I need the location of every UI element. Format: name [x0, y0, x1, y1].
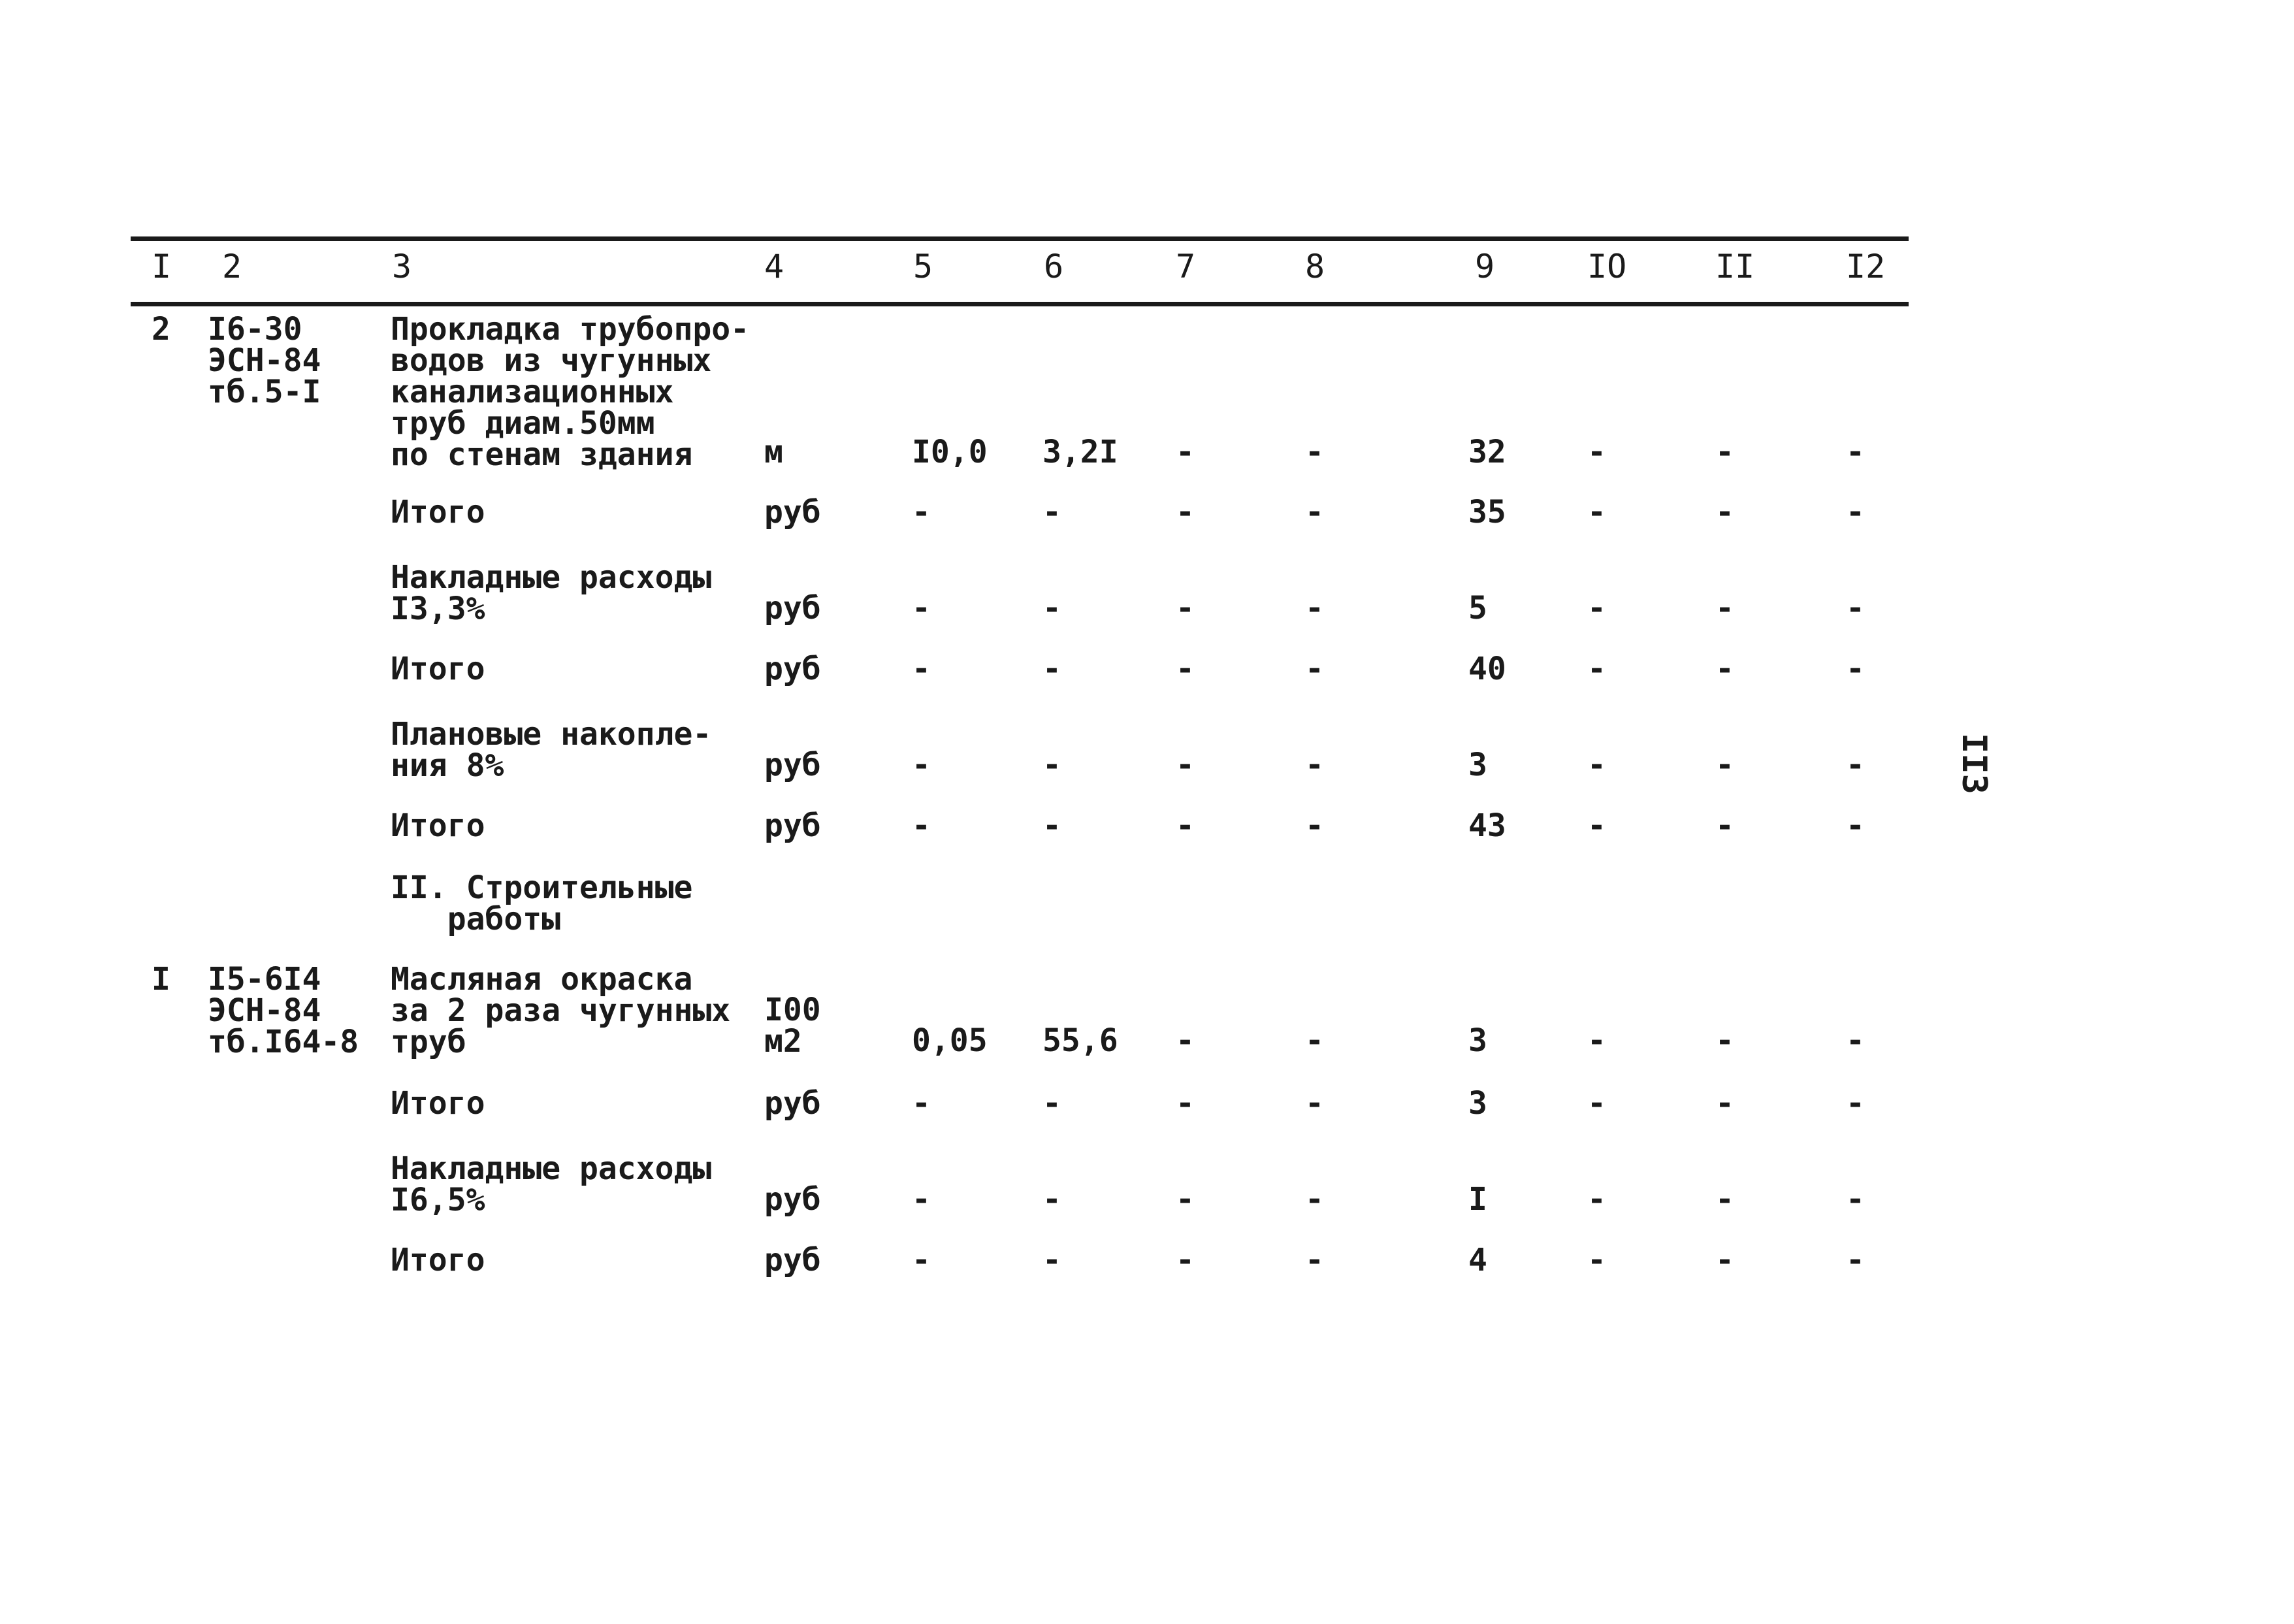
cell-c8: - — [1305, 1085, 1324, 1122]
cell-c6: - — [1042, 1181, 1061, 1218]
cell-c10: - — [1587, 807, 1606, 844]
cell-c5: - — [912, 1242, 931, 1278]
cell-c4: руб — [764, 494, 821, 530]
cell-c8: - — [1305, 494, 1324, 530]
cell-c12: - — [1846, 651, 1865, 687]
cell-c10: - — [1587, 434, 1606, 470]
header-col-5: 5 — [913, 248, 933, 285]
cell-c5: - — [912, 651, 931, 687]
cell-c7: - — [1176, 1085, 1195, 1122]
cell-c5: - — [912, 807, 931, 844]
cell-c10: - — [1587, 1022, 1606, 1059]
cell-c7: - — [1176, 807, 1195, 844]
table-header-rule — [131, 302, 1909, 306]
table-top-rule — [131, 236, 1909, 241]
cell-c9: 4 — [1468, 1242, 1487, 1278]
cell-c7: - — [1176, 651, 1195, 687]
cell-c7: - — [1176, 590, 1195, 626]
cell-c12: - — [1846, 494, 1865, 530]
cell-c3: Плановые накопле- ния 8% — [391, 716, 712, 784]
cell-c7: - — [1176, 494, 1195, 530]
cell-c7: - — [1176, 434, 1195, 470]
cell-c8: - — [1305, 747, 1324, 783]
cell-c4: руб — [764, 747, 821, 783]
cell-c5: - — [912, 590, 931, 626]
cell-c9: 3 — [1468, 1022, 1487, 1059]
cell-c4: руб — [764, 807, 821, 844]
cell-c5: - — [912, 747, 931, 783]
cell-c3: Итого — [391, 494, 485, 530]
cell-c12: - — [1846, 1085, 1865, 1122]
cell-c11: - — [1715, 590, 1734, 626]
cell-c10: - — [1587, 494, 1606, 530]
cell-c10: - — [1587, 1242, 1606, 1278]
cell-c7: - — [1176, 1022, 1195, 1059]
cell-c11: - — [1715, 494, 1734, 530]
cell-c1: I — [152, 961, 170, 998]
cell-c3: Накладные расходы I6,5% — [391, 1150, 712, 1218]
cell-c11: - — [1715, 1181, 1734, 1218]
cell-c12: - — [1846, 1181, 1865, 1218]
cell-c5: - — [912, 1181, 931, 1218]
cell-c4: руб — [764, 590, 821, 626]
header-col-8: 8 — [1305, 248, 1325, 285]
cell-c6: - — [1042, 494, 1061, 530]
cell-c11: - — [1715, 651, 1734, 687]
cell-c8: - — [1305, 1181, 1324, 1218]
cell-c9: 3 — [1468, 747, 1487, 783]
cell-c6: 55,6 — [1042, 1022, 1118, 1059]
cell-c6: - — [1042, 590, 1061, 626]
cell-c3: Итого — [391, 1085, 485, 1122]
cell-c8: - — [1305, 1242, 1324, 1278]
cell-c4: руб — [764, 1242, 821, 1278]
header-col-7: 7 — [1176, 248, 1196, 285]
cell-c4: руб — [764, 1181, 821, 1218]
cell-c8: - — [1305, 590, 1324, 626]
cell-c8: - — [1305, 1022, 1324, 1059]
cell-c4: м — [764, 434, 783, 470]
cell-c12: - — [1846, 590, 1865, 626]
cell-c10: - — [1587, 590, 1606, 626]
cell-c3: Итого — [391, 807, 485, 844]
header-col-12: I2 — [1846, 248, 1886, 285]
cell-c12: - — [1846, 1022, 1865, 1059]
cell-c3: Масляная окраска за 2 раза чугунных труб — [391, 961, 731, 1060]
page-number: II3 — [1954, 733, 1994, 794]
cell-c4: руб — [764, 651, 821, 687]
cell-c9: 43 — [1468, 807, 1506, 844]
header-col-11: II — [1715, 248, 1755, 285]
cell-c10: - — [1587, 651, 1606, 687]
cell-c12: - — [1846, 807, 1865, 844]
cell-c6: - — [1042, 1085, 1061, 1122]
cell-c9: 40 — [1468, 651, 1506, 687]
cell-c8: - — [1305, 651, 1324, 687]
cell-c6: - — [1042, 807, 1061, 844]
cell-c9: 3 — [1468, 1085, 1487, 1122]
cell-c10: - — [1587, 1181, 1606, 1218]
header-col-6: 6 — [1044, 248, 1064, 285]
cell-c2: I6-30 ЭСН-84 тб.5-I — [208, 311, 321, 410]
cell-c7: - — [1176, 1181, 1195, 1218]
cell-c12: - — [1846, 434, 1865, 470]
cell-c9: 32 — [1468, 434, 1506, 470]
cell-c3: Прокладка трубопро- водов из чугунных канализационных труб диам.50мм по стенам здания — [391, 311, 750, 473]
cell-c6: 3,2I — [1042, 434, 1118, 470]
cell-c3: Накладные расходы I3,3% — [391, 559, 712, 627]
cell-c4: I00 м2 — [764, 992, 821, 1060]
cell-c5: 0,05 — [912, 1022, 988, 1059]
cell-c12: - — [1846, 747, 1865, 783]
cell-c3: II. Строительные работы — [391, 869, 693, 937]
cell-c6: - — [1042, 651, 1061, 687]
cell-c5: I0,0 — [912, 434, 988, 470]
header-col-9: 9 — [1475, 248, 1495, 285]
cell-c5: - — [912, 494, 931, 530]
cell-c11: - — [1715, 434, 1734, 470]
cell-c6: - — [1042, 1242, 1061, 1278]
cell-c9: 35 — [1468, 494, 1506, 530]
cell-c9: I — [1468, 1181, 1487, 1218]
header-col-10: IO — [1587, 248, 1627, 285]
cell-c12: - — [1846, 1242, 1865, 1278]
header-col-3: 3 — [392, 248, 412, 285]
cell-c11: - — [1715, 747, 1734, 783]
cell-c7: - — [1176, 1242, 1195, 1278]
cell-c5: - — [912, 1085, 931, 1122]
cell-c11: - — [1715, 1022, 1734, 1059]
cell-c10: - — [1587, 747, 1606, 783]
cell-c3: Итого — [391, 1242, 485, 1278]
cell-c8: - — [1305, 807, 1324, 844]
header-col-2: 2 — [222, 248, 242, 285]
cell-c2: I5-6I4 ЭСН-84 тб.I64-8 — [208, 961, 359, 1060]
cell-c8: - — [1305, 434, 1324, 470]
cell-c11: - — [1715, 1242, 1734, 1278]
cell-c11: - — [1715, 1085, 1734, 1122]
cell-c10: - — [1587, 1085, 1606, 1122]
cell-c6: - — [1042, 747, 1061, 783]
cell-c7: - — [1176, 747, 1195, 783]
header-col-4: 4 — [764, 248, 784, 285]
cell-c11: - — [1715, 807, 1734, 844]
header-col-1: I — [152, 248, 172, 285]
cell-c4: руб — [764, 1085, 821, 1122]
cell-c9: 5 — [1468, 590, 1487, 626]
cell-c1: 2 — [152, 311, 170, 348]
cell-c3: Итого — [391, 651, 485, 687]
